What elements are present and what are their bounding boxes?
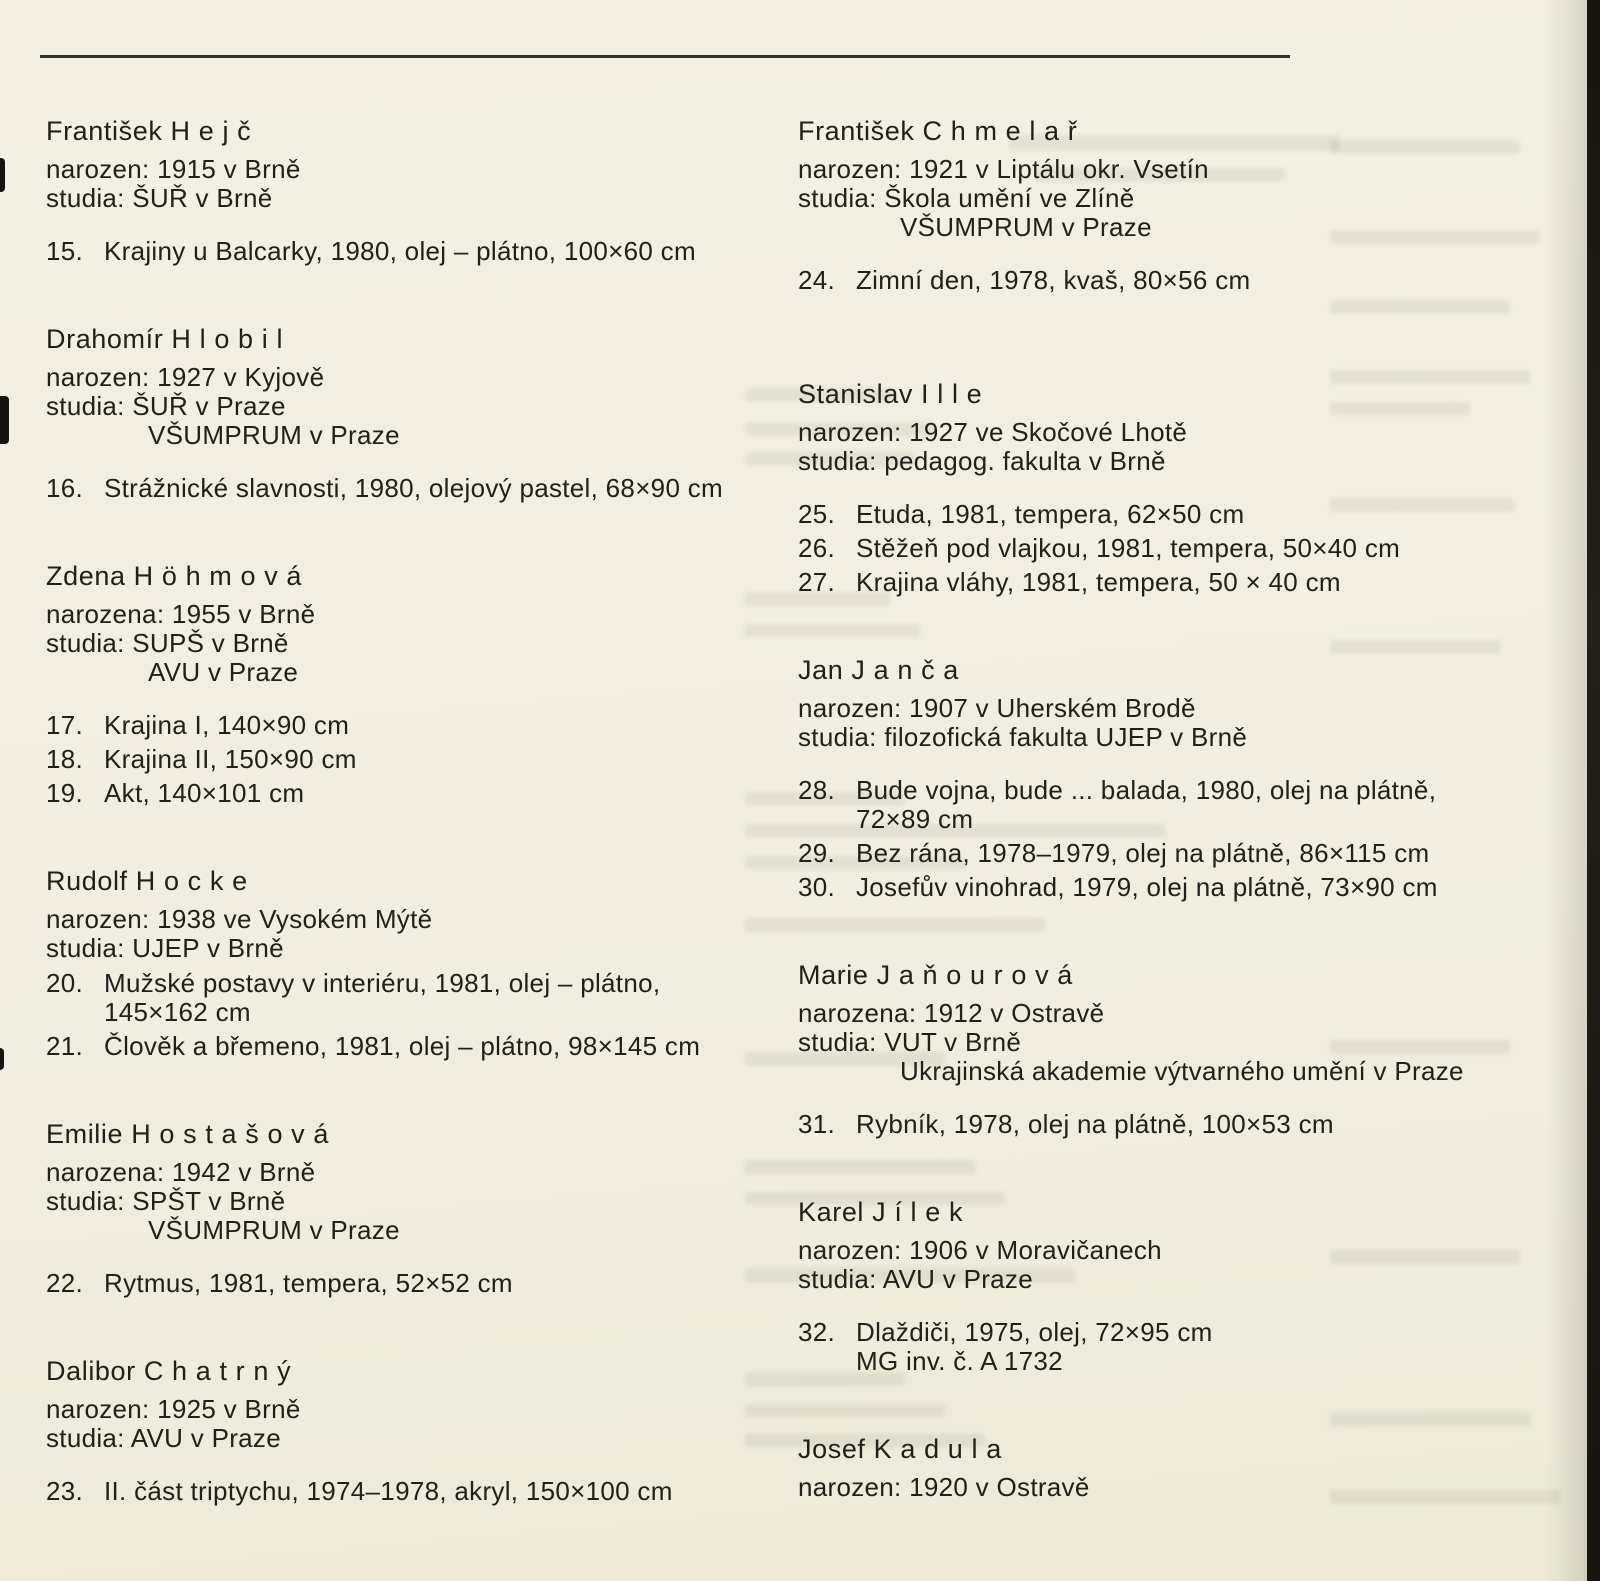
work-number: 17. [46, 710, 84, 740]
work-entry [46, 745, 798, 774]
artist-name: Karel J í l e k [798, 1197, 964, 1227]
scan-edge-mark [0, 396, 9, 444]
work-text-line: Bez rána, 1978–1979, olej na plátně, 86×115 cm [856, 838, 1430, 868]
artist-name: Jan J a n č a [798, 655, 959, 685]
works-list [46, 237, 798, 266]
work-text-line: Mužské postavy v interiéru, 1981, olej – plátno, [104, 968, 661, 998]
work-text [104, 745, 798, 774]
artist-bio [46, 155, 798, 213]
work-entry [46, 1477, 798, 1506]
work-number: 23. [46, 1476, 84, 1506]
text-columns [46, 116, 1600, 1506]
work-text [856, 776, 1600, 834]
work-text-line: Stěžeň pod vlajkou, 1981, tempera, 50×40 cm [856, 533, 1401, 563]
bio-line: narozen: 1920 v Ostravě [798, 1472, 1090, 1502]
page-edge-shadow [1546, 0, 1588, 1581]
artist-section [798, 116, 1600, 295]
work-text [104, 1032, 798, 1061]
bio-line: studia: filozofická fakulta UJEP v Brně [798, 722, 1248, 752]
work-entry [798, 839, 1600, 868]
artist-name: Rudolf H o c k e [46, 866, 248, 896]
work-entry [798, 1110, 1600, 1139]
work-text [104, 1477, 798, 1506]
artist-bio [46, 1395, 798, 1453]
work-entry [46, 969, 798, 1027]
work-entry [798, 534, 1600, 563]
artist-bio [798, 999, 1600, 1086]
work-number: 29. [798, 838, 836, 868]
bio-line: studia: pedagog. fakulta v Brně [798, 446, 1166, 476]
artist-bio [798, 155, 1600, 242]
work-number: 16. [46, 473, 84, 503]
work-text-line: Josefův vinohrad, 1979, olej na plátně, 73×90 cm [856, 872, 1438, 902]
artist-section [46, 116, 798, 266]
bio-line: narozen: 1921 v Liptálu okr. Vsetín [798, 154, 1209, 184]
works-list [46, 1477, 798, 1506]
artist-name: Drahomír H l o b i l [46, 324, 284, 354]
work-number: 18. [46, 744, 84, 774]
scan-edge-mark [0, 1048, 4, 1070]
work-text-line: Krajina I, 140×90 cm [104, 710, 350, 740]
work-entry [798, 266, 1600, 295]
artist-bio [46, 1158, 798, 1245]
artist-section [46, 1356, 798, 1506]
bio-line: VŠUMPRUM v Praze [148, 1215, 400, 1245]
artist-name: Emilie H o s t a š o v á [46, 1119, 329, 1149]
work-number: 32. [798, 1317, 836, 1347]
artist-bio [46, 905, 798, 963]
work-number: 31. [798, 1109, 836, 1139]
work-number: 26. [798, 533, 836, 563]
works-list [798, 1110, 1600, 1139]
bio-line: Ukrajinská akademie výtvarného umění v Praze [900, 1056, 1464, 1086]
work-text-line: Rybník, 1978, olej na plátně, 100×53 cm [856, 1109, 1334, 1139]
work-text-line: Zimní den, 1978, kvaš, 80×56 cm [856, 265, 1251, 295]
artist-bio [798, 418, 1600, 476]
bio-line: AVU v Praze [148, 657, 299, 687]
bio-line: studia: AVU v Praze [46, 1423, 281, 1453]
artist-section [46, 866, 798, 1061]
work-text-line: 72×89 cm [856, 804, 974, 834]
work-text [856, 534, 1600, 563]
work-text [104, 1269, 798, 1298]
work-number: 25. [798, 499, 836, 529]
work-text [856, 839, 1600, 868]
bio-line: narozen: 1906 v Moravičanech [798, 1235, 1162, 1265]
work-text-line: Člověk a břemeno, 1981, olej – plátno, 98×145 cm [104, 1031, 701, 1061]
bio-line: VŠUMPRUM v Praze [148, 420, 400, 450]
bio-line: VŠUMPRUM v Praze [900, 212, 1152, 242]
bio-line: studia: UJEP v Brně [46, 933, 284, 963]
work-text-line: Krajina II, 150×90 cm [104, 744, 357, 774]
bio-line: studia: VUT v Brně [798, 1027, 1022, 1057]
column-left [46, 116, 798, 1506]
work-text [856, 568, 1600, 597]
work-text [856, 266, 1600, 295]
works-list [46, 969, 798, 1061]
artist-bio [46, 600, 798, 687]
work-number: 30. [798, 872, 836, 902]
artist-bio [798, 1473, 1600, 1502]
works-list [798, 266, 1600, 295]
artist-section [798, 960, 1600, 1139]
work-text [104, 779, 798, 808]
artist-bio [798, 694, 1600, 752]
artist-section [798, 379, 1600, 597]
work-text-line: MG inv. č. A 1732 [856, 1346, 1063, 1376]
work-text-line: Etuda, 1981, tempera, 62×50 cm [856, 499, 1245, 529]
works-list [798, 1318, 1600, 1376]
work-text-line: 145×162 cm [104, 997, 251, 1027]
work-entry [46, 779, 798, 808]
bio-line: narozena: 1955 v Brně [46, 599, 316, 629]
work-entry [46, 711, 798, 740]
work-entry [798, 500, 1600, 529]
artist-bio [46, 363, 798, 450]
work-text [856, 873, 1600, 902]
bio-line: narozen: 1925 v Brně [46, 1394, 301, 1424]
work-text [856, 500, 1600, 529]
work-number: 21. [46, 1031, 84, 1061]
scan-edge-mark [0, 158, 5, 192]
bio-line: narozen: 1938 ve Vysokém Mýtě [46, 904, 433, 934]
work-text-line: Rytmus, 1981, tempera, 52×52 cm [104, 1268, 513, 1298]
bio-line: narozen: 1927 v Kyjově [46, 362, 325, 392]
artist-name: Stanislav I l l e [798, 379, 983, 409]
works-list [46, 1269, 798, 1298]
artist-name: Josef K a d u l a [798, 1434, 1002, 1464]
artist-name: František C h m e l a ř [798, 116, 1078, 146]
work-entry [798, 873, 1600, 902]
works-list [798, 776, 1600, 902]
artist-name: Dalibor C h a t r n ý [46, 1356, 292, 1386]
works-list [46, 711, 798, 808]
page-edge-bar [1587, 0, 1600, 1581]
works-list [798, 500, 1600, 597]
work-text [104, 711, 798, 740]
bio-line: studia: ŠUŘ v Brně [46, 183, 273, 213]
bio-line: narozena: 1942 v Brně [46, 1157, 316, 1187]
work-text-line: Bude vojna, bude ... balada, 1980, olej na plátně, [856, 775, 1437, 805]
work-entry [798, 1318, 1600, 1376]
artist-section [798, 655, 1600, 902]
bio-line: studia: SPŠT v Brně [46, 1186, 286, 1216]
work-entry [46, 474, 798, 503]
work-number: 15. [46, 236, 84, 266]
work-entry [46, 1269, 798, 1298]
work-number: 20. [46, 968, 84, 998]
works-list [46, 474, 798, 503]
work-number: 28. [798, 775, 836, 805]
bio-line: studia: Škola umění ve Zlíně [798, 183, 1135, 213]
work-text-line: II. část triptychu, 1974–1978, akryl, 150×100 cm [104, 1476, 673, 1506]
work-entry [46, 1032, 798, 1061]
work-text [104, 237, 798, 266]
work-text-line: Strážnické slavnosti, 1980, olejový pastel, 68×90 cm [104, 473, 723, 503]
bio-line: studia: AVU v Praze [798, 1264, 1033, 1294]
work-entry [798, 568, 1600, 597]
work-text [856, 1318, 1600, 1376]
work-number: 22. [46, 1268, 84, 1298]
artist-section [46, 561, 798, 808]
artist-name: Marie J a ň o u r o v á [798, 960, 1073, 990]
top-rule [40, 55, 1290, 58]
column-right [798, 116, 1600, 1506]
work-text-line: Krajina vláhy, 1981, tempera, 50 × 40 cm [856, 567, 1341, 597]
artist-name: Zdena H ö h m o v á [46, 561, 303, 591]
work-text-line: Dlaždiči, 1975, olej, 72×95 cm [856, 1317, 1213, 1347]
artist-section [798, 1434, 1600, 1502]
work-text [104, 474, 798, 503]
bio-line: studia: SUPŠ v Brně [46, 628, 289, 658]
work-entry [798, 776, 1600, 834]
bio-line: narozena: 1912 v Ostravě [798, 998, 1105, 1028]
work-number: 24. [798, 265, 836, 295]
artist-bio [798, 1236, 1600, 1294]
work-entry [46, 237, 798, 266]
artist-section [798, 1197, 1600, 1376]
work-text [104, 969, 798, 1027]
work-text-line: Krajiny u Balcarky, 1980, olej – plátno, 100×60 cm [104, 236, 696, 266]
bio-line: narozen: 1907 v Uherském Brodě [798, 693, 1196, 723]
bio-line: narozen: 1927 ve Skočové Lhotě [798, 417, 1188, 447]
bio-line: studia: ŠUŘ v Praze [46, 391, 286, 421]
artist-section [46, 1119, 798, 1298]
work-text-line: Akt, 140×101 cm [104, 778, 305, 808]
bio-line: narozen: 1915 v Brně [46, 154, 301, 184]
artist-section [46, 324, 798, 503]
work-text [856, 1110, 1600, 1139]
work-number: 27. [798, 567, 836, 597]
work-number: 19. [46, 778, 84, 808]
artist-name: František H e j č [46, 116, 252, 146]
